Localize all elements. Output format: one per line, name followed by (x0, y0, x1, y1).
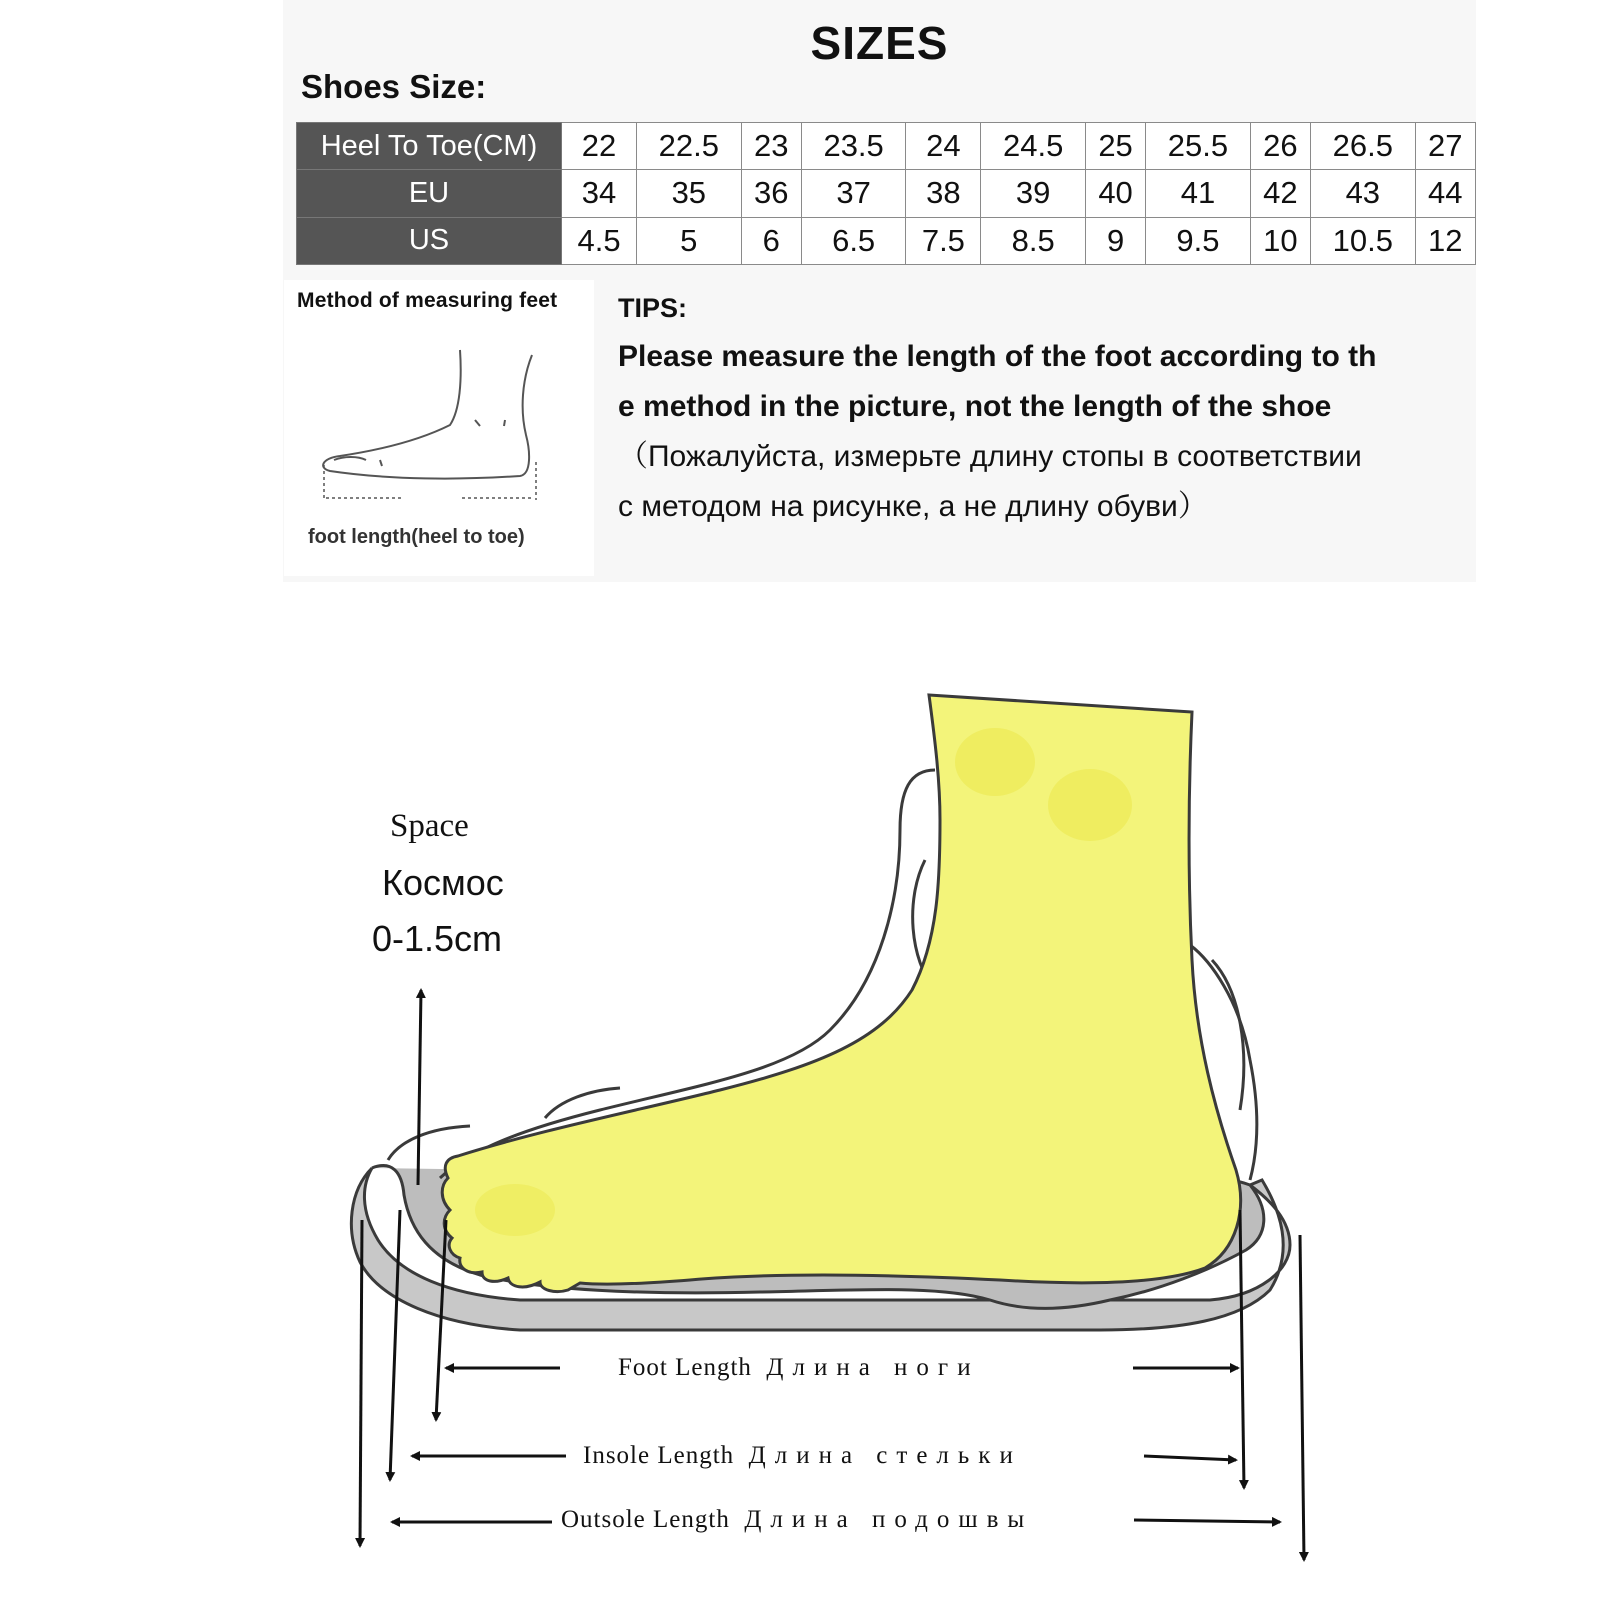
size-table-cell: 37 (801, 170, 905, 217)
size-table-cell: 9 (1085, 217, 1145, 264)
size-table (296, 122, 1476, 265)
insole-length-label (583, 1442, 1022, 1470)
size-table-cell: 6.5 (801, 217, 905, 264)
section-subtitle: Shoes Size: (301, 68, 487, 105)
size-table-cell: 38 (906, 170, 981, 217)
small-foot-illustration (300, 340, 550, 520)
space-range: 0-1.5cm (372, 918, 503, 959)
size-table-cell: 7.5 (906, 217, 981, 264)
outsole-length-label (561, 1506, 1033, 1534)
insole-length-en: Insole Length (583, 1442, 735, 1469)
size-table-cell: 40 (1085, 170, 1145, 217)
insole-length-ru: Длина стельки (748, 1442, 1022, 1469)
size-table-cell: 22.5 (637, 123, 741, 170)
size-table-cell: 25 (1085, 123, 1145, 170)
size-table-row (297, 123, 1476, 170)
size-table-cell: 43 (1311, 170, 1415, 217)
size-table-row-header: Heel To Toe(CM) (297, 123, 562, 170)
space-label-en: Space (390, 808, 469, 844)
size-table-cell: 23.5 (801, 123, 905, 170)
size-table-cell: 26 (1250, 123, 1310, 170)
size-table-cell: 39 (981, 170, 1085, 217)
size-table-cell: 26.5 (1311, 123, 1415, 170)
size-table-cell: 12 (1415, 217, 1475, 264)
size-table-cell: 27 (1415, 123, 1475, 170)
space-label-ru: Космос (382, 862, 504, 903)
size-table-row-header: US (297, 217, 562, 264)
size-table-cell: 41 (1146, 170, 1250, 217)
size-table-row (297, 170, 1476, 217)
size-table-cell: 42 (1250, 170, 1310, 217)
outsole-length-ru: Длина подошвы (744, 1506, 1034, 1533)
size-table-cell: 24 (906, 123, 981, 170)
size-table-cell: 10.5 (1311, 217, 1415, 264)
size-table-cell: 35 (637, 170, 741, 217)
size-table-cell: 8.5 (981, 217, 1085, 264)
size-table-cell: 23 (741, 123, 801, 170)
size-table-row-header: EU (297, 170, 562, 217)
size-table-cell: 25.5 (1146, 123, 1250, 170)
size-table-cell: 44 (1415, 170, 1475, 217)
foot-length-label (618, 1354, 980, 1382)
size-table-cell: 6 (741, 217, 801, 264)
tips-text (618, 332, 1378, 532)
size-table-cell: 5 (637, 217, 741, 264)
size-table-cell: 36 (741, 170, 801, 217)
page-title: SIZES (810, 17, 949, 69)
method-caption: foot length(heel to toe) (308, 526, 525, 548)
size-table-row (297, 217, 1476, 264)
foot-length-ru: Длина ноги (766, 1354, 980, 1381)
size-table-cell: 24.5 (981, 123, 1085, 170)
size-table-cell: 4.5 (562, 217, 637, 264)
outsole-length-en: Outsole Length (561, 1506, 730, 1533)
tips-label: TIPS: (618, 293, 688, 323)
size-table-cell: 34 (562, 170, 637, 217)
tips-text-ru: （Пожалуйста, измерьте длину стопы в соответствии с методом на рисунке, а не длину обуви） (618, 440, 1362, 523)
tips-text-en: Please measure the length of the foot according to the method in the picture, not the length of the shoe (618, 340, 1377, 423)
foot-length-en: Foot Length (618, 1354, 752, 1381)
size-table-cell: 22 (562, 123, 637, 170)
size-table-cell: 9.5 (1146, 217, 1250, 264)
method-title: Method of measuring feet (297, 289, 558, 312)
size-table-cell: 10 (1250, 217, 1310, 264)
